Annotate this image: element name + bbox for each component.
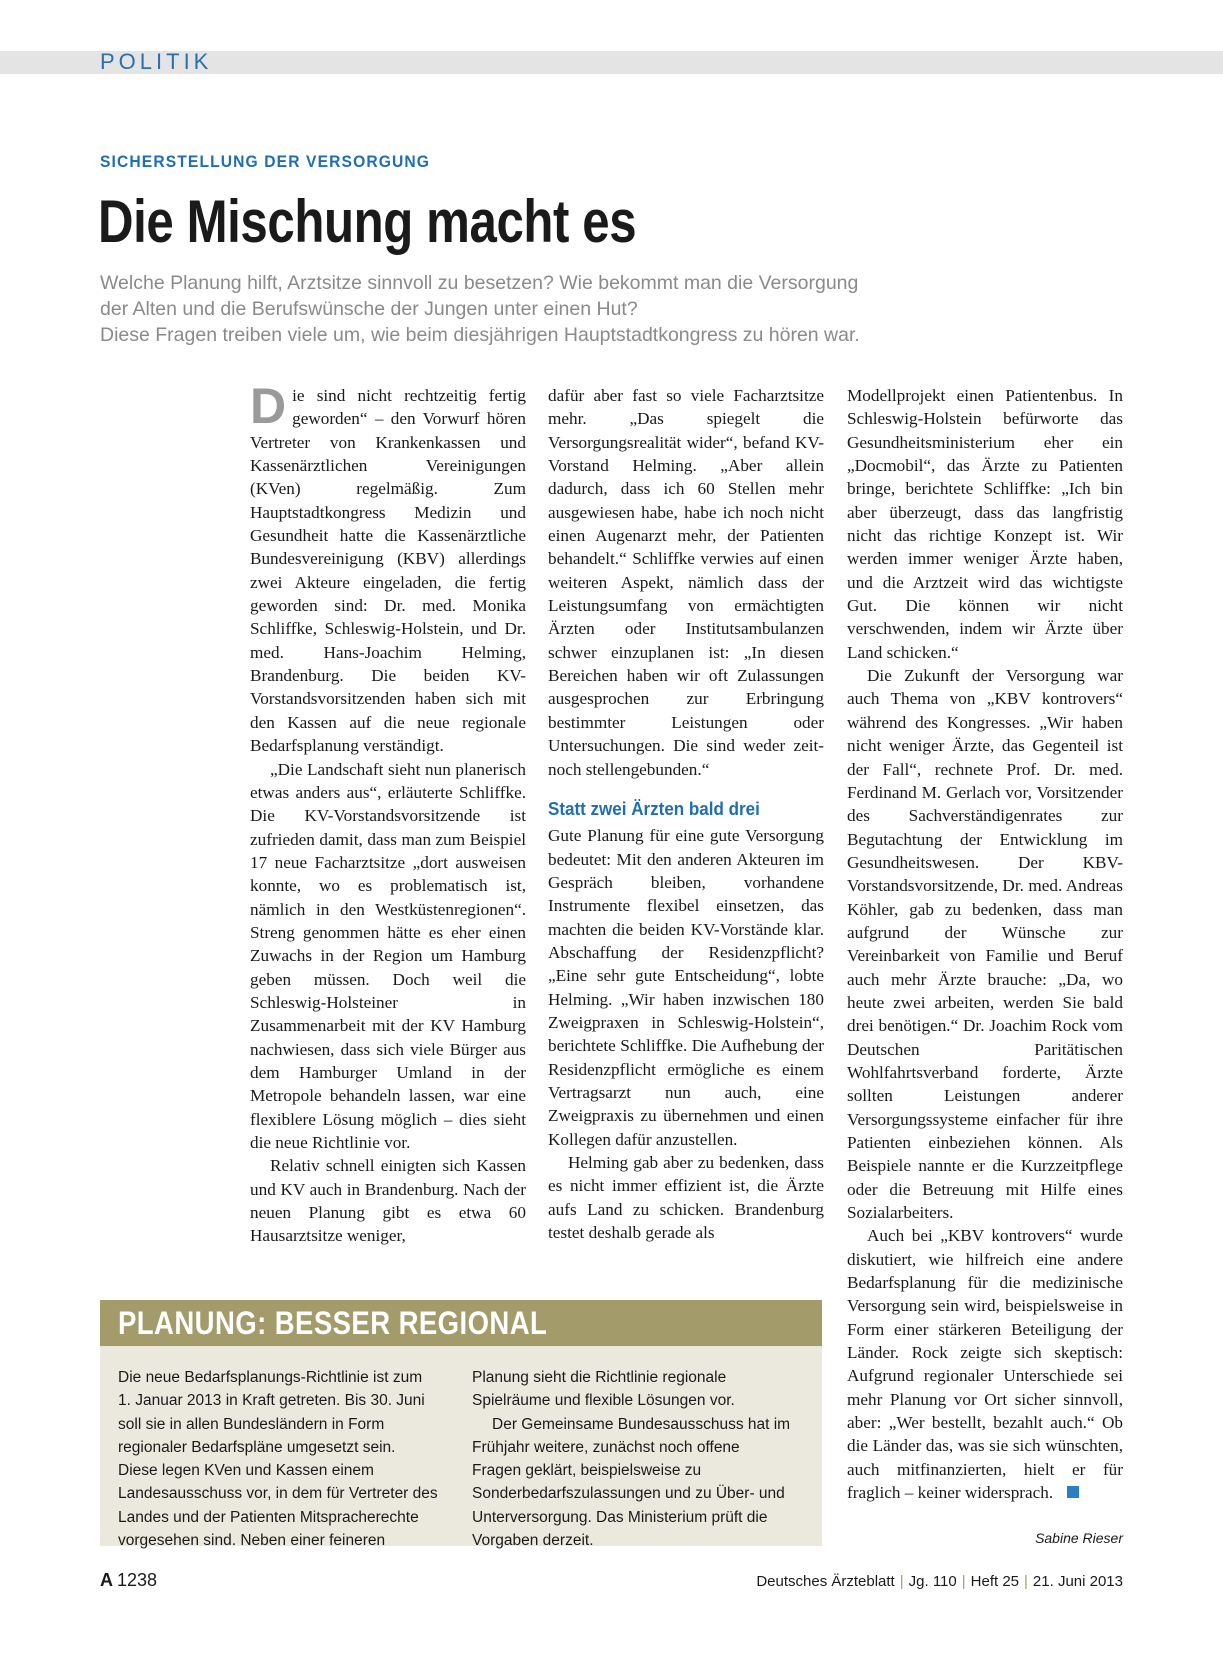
- article-lead: [100, 270, 1020, 348]
- info-box-column-2: [472, 1366, 792, 1552]
- issue-date: 21. Juni 2013: [1032, 1573, 1123, 1590]
- volume: Jg. 110: [908, 1573, 957, 1590]
- info-box: [100, 1300, 822, 1550]
- section-label: POLITIK: [100, 49, 213, 74]
- article-column-1: [250, 378, 526, 1248]
- article-title: Die Mischung macht es: [98, 188, 637, 255]
- info-box-column-1: [118, 1366, 438, 1552]
- end-mark-icon: [1067, 1486, 1079, 1498]
- paragraph: Die Zukunft der Versorgung war auch Thema von „KBV kontrovers“ während des Kongresses. „Wir haben nicht weniger Ärzte, das Gegenteil ist der Fall“, rechnete Prof. Dr. med. Ferdinand M. Gerlach vor, Vorsitzender des Sachverständigenrates zur Begutachtung der Entwicklung im Gesundheitswesen. Der KBV-Vorstandsvorsitzende, Dr. med. Andreas Köhler, gab zu bedenken, dass man aufgrund der Wünsche zur Vereinbarkeit von Familie und Beruf auch mehr Ärzte brauche: „Da, wo heute zwei arbeiten, werden Sie bald drei benötigen.“ Dr. Joachim Rock vom Deutschen Paritätischen Wohlfahrtsverband forderte, Ärzte sollten Leistungen anderer Versorgungssysteme einfacher für ihre Patienten einbeziehen können. Als Beispiele nannte er die Kurzzeitpflege oder die Betreuung mit Hilfe eines Sozialarbeiters.: [847, 666, 1123, 1223]
- paragraph: Der Gemeinsame Bundesausschuss hat im Frühjahr weitere, zunächst noch offene Fragen geklärt, beispielsweise zu Sonderbedarfszulassungen und zu Über- und Unterversorgung. Das Ministerium prüft die Vorgaben derzeit.: [472, 1415, 791, 1550]
- article-column-2: [548, 384, 824, 1244]
- journal-name: Deutsches Ärzteblatt: [756, 1573, 895, 1590]
- page-prefix: A: [100, 1570, 113, 1590]
- paragraph: dafür aber fast so viele Facharztsitze mehr. „Das spiegelt die Versorgungsrealität wider“, befand KV-Vorstand Helming. „Aber allein dadurch, dass ich 60 Stellen mehr ausgewiesen habe, habe ich noch nicht einen Augenarzt mehr, der Patienten behandelt.“ Schliffke verwies auf einen weiteren Aspekt, nämlich dass der Leistungsumfang von ermächtigten Ärzten oder Institutsambulanzen schwer einzuplanen ist: „In diesen Bereichen haben wir oft Zulassungen ausgesprochen zur Erbringung bestimmter Leistungen oder Untersuchungen. Die sind weder zeit- noch stellengebunden.“: [548, 386, 824, 779]
- info-box-title: PLANUNG: BESSER REGIONAL: [118, 1305, 548, 1341]
- page-number-value: 1238: [117, 1570, 158, 1590]
- paragraph: Planung sieht die Richtlinie regionale Spielräume und flexible Lösungen vor.: [472, 1369, 735, 1410]
- footer-citation: Deutsches Ärzteblatt | Jg. 110 | Heft 25 | 21. Juni 2013: [756, 1573, 1123, 1590]
- paragraph: Helming gab aber zu bedenken, dass es nicht immer effizient ist, die Ärzte aufs Land zu schicken. Brandenburg testet deshalb gerade als: [548, 1153, 824, 1243]
- drop-cap: D: [250, 378, 287, 434]
- author-byline: Sabine Rieser: [1035, 1530, 1123, 1546]
- paragraph: Die neue Bedarfsplanungs-Richtlinie ist zum 1. Januar 2013 in Kraft getreten. Bis 30. Juni soll sie in allen Bundesländern in Form regionaler Bedarfspläne umgesetzt sein. Diese legen KVen und Kassen einem Landesausschuss vor, in dem für Vertreter des Landes und der Patienten Mitspracherechte vorgesehen sind. Neben einer feineren: [118, 1369, 438, 1550]
- article-column-3: [847, 384, 1123, 1505]
- paragraph: Relativ schnell einigten sich Kassen und KV auch in Brandenburg. Nach der neuen Planung gibt es etwa 60 Hausarztsitze weniger,: [250, 1156, 526, 1246]
- paragraph: Auch bei „KBV kontrovers“ wurde diskutiert, wie hilfreich eine andere Bedarfsplanung für die medizinische Versorgung sein wird, beispielsweise in Form einer stärkeren Beteiligung der Länder. Rock zeigte sich skeptisch: Aufgrund regionaler Unterschiede sei mehr Planung vor Ort sicher sinnvoll, aber: „Wer bestellt, bezahlt auch.“ Ob die Länder das, was sie sich wünschten, auch mitfinanzierten, hielt er für fraglich – keiner widersprach.: [847, 1226, 1123, 1503]
- issue: Heft 25: [970, 1573, 1020, 1590]
- paragraph: „Die Landschaft sieht nun planerisch etwas anders aus“, erläuterte Schliffke. Die KV-Vorstandsvorsitzende ist zufrieden damit, dass man zum Beispiel 17 neue Facharztsitze „dort ausweisen konnte, wo es problematisch ist, nämlich in den Westküstenregionen“. Streng genommen hätte es eher einen Zuwachs in der Region um Hamburg geben müssen. Doch weil die Schleswig-Holsteiner in Zusammenarbeit mit der KV Hamburg nachwiesen, dass sich viele Bürger aus dem Hamburger Umland in der Metropole behandeln lassen, war eine flexiblere Lösung möglich – dies sieht die neue Richtlinie vor.: [250, 759, 526, 1152]
- paragraph: ie sind nicht rechtzeitig fertig geworden“ – den Vorwurf hören Vertreter von Krankenkassen und Kassenärztlichen Vereinigungen (KVen) regelmäßig. Zum Hauptstadtkongress Medizin und Gesundheit hatte die Kassenärztliche Bundesvereinigung (KBV) allerdings zwei Akteure eingeladen, die fertig geworden sind: Dr. med. Monika Schliffke, Schleswig-Holstein, und Dr. med. Hans-Joachim Helming, Brandenburg. Die beiden KV-Vorstandsvorsitzenden haben sich mit den Kassen auf die neue regionale Bedarfsplanung verständigt.: [250, 386, 526, 756]
- lead-line: Welche Planung hilft, Arztsitze sinnvoll zu besetzen? Wie bekommt man die Versorgung: [100, 272, 859, 294]
- paragraph: Gute Planung für eine gute Versorgung bedeutet: Mit den anderen Akteuren im Gespräch bleiben, vorhandene Instrumente flexibel einsetzen, das machten die beiden KV-Vorstände klar. Abschaffung der Residenzpflicht? „Eine sehr gute Entscheidung“, lobte Helming. „Wir haben inzwischen 180 Zweigpraxen in Schleswig-Holstein“, berichtete Schliffke. Die Aufhebung der Residenzpflicht ermögliche es einem Vertragsarzt nun auch, eine Zweigpraxis zu übernehmen und einen Kollegen dafür anzustellen.: [548, 826, 824, 1149]
- article-kicker: SICHERSTELLUNG DER VERSORGUNG: [100, 152, 431, 171]
- subheading: Statt zwei Ärzten bald drei: [548, 797, 760, 819]
- lead-line: der Alten und die Berufswünsche der Jungen unter einen Hut?: [100, 298, 638, 320]
- lead-line: Diese Fragen treiben viele um, wie beim diesjährigen Hauptstadtkongress zu hören war.: [100, 324, 860, 346]
- page-number: [100, 1570, 157, 1591]
- info-box-header: [100, 1300, 822, 1346]
- paragraph: Modellprojekt einen Patientenbus. In Schleswig-Holstein befürworte das Gesundheitsministerium eher ein „Docmobil“, das Ärzte zu Patienten bringe, berichtete Schliffke: „Ich bin aber überzeugt, dass das langfristig nicht das richtige Konzept ist. Wir werden immer weniger Ärzte haben, und die Arztzeit wird das wichtigste Gut. Die können wir nicht verschwenden, indem wir Ärzte über Land schicken.“: [847, 386, 1123, 662]
